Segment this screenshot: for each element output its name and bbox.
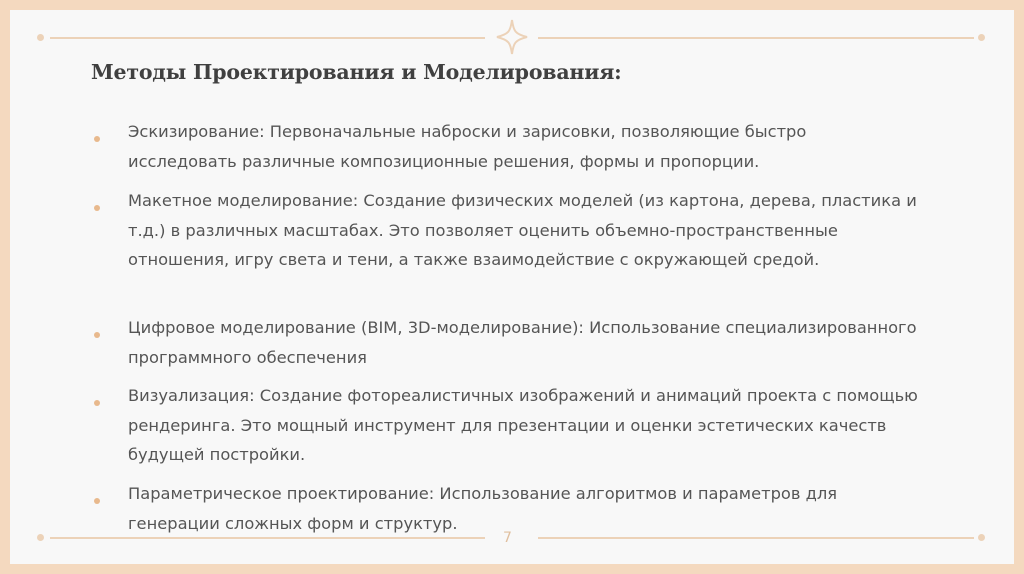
top-right-rule xyxy=(538,37,974,39)
bottom-right-rule xyxy=(538,537,974,539)
slide-title: Методы Проектирования и Моделирования: xyxy=(91,60,622,84)
list-item-text: Эскизирование: Первоначальные наброски и зарисовки, позволяющие быстро исследовать различные композиционные решения, формы и пропорции. xyxy=(128,122,807,171)
list-item-text: Параметрическое проектирование: Использование алгоритмов и параметров для генерации сложных форм и структур. xyxy=(128,484,838,533)
top-left-dot xyxy=(37,34,44,41)
bullet-dot xyxy=(94,136,100,142)
bullet-dot xyxy=(94,498,100,504)
bottom-right-dot xyxy=(978,534,985,541)
bullet-dot xyxy=(94,332,100,338)
sparkle-star-icon xyxy=(494,18,530,56)
bullet-dot xyxy=(94,400,100,406)
bottom-left-dot xyxy=(37,534,44,541)
bullet-dot xyxy=(94,205,100,211)
top-left-rule xyxy=(50,37,485,39)
list-item-text: Цифровое моделирование (BIM, 3D-моделирование): Использование специализированного программного обеспечения xyxy=(128,318,917,367)
list-item-text: Визуализация: Создание фотореалистичных изображений и анимаций проекта с помощью рендеринга. Это мощный инструмент для презентации и оценки эстетических качеств будущей постройки. xyxy=(128,386,918,464)
top-right-dot xyxy=(978,34,985,41)
page-number: 7 xyxy=(503,530,512,546)
list-item-text: Макетное моделирование: Создание физических моделей (из картона, дерева, пластика и т.д.) в различных масштабах. Это позволяет оценить объемно-пространственные отношения, игру света и тени, а также взаимодействие с окружающей средой. xyxy=(128,191,917,269)
bottom-left-rule xyxy=(50,537,485,539)
slide xyxy=(10,10,1014,564)
